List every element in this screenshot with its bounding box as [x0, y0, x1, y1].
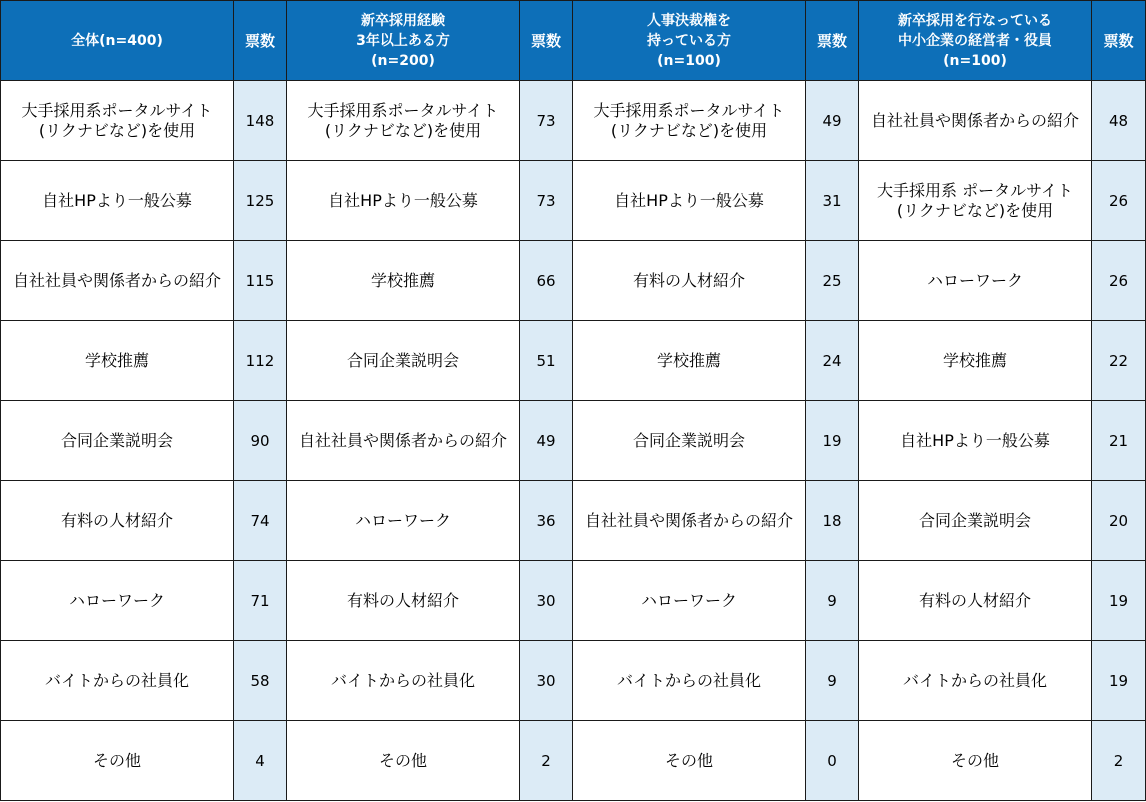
category-cell-line: ハローワーク — [354, 510, 451, 530]
category-cell-line: 大手採用系ポータルサイト — [21, 100, 213, 120]
category-cell — [1, 481, 234, 561]
count-cell: 26 — [1092, 161, 1146, 241]
category-cell-line: 学校推薦 — [942, 350, 1007, 370]
category-cell-line: 学校推薦 — [84, 350, 149, 370]
header-row — [1, 1, 1146, 81]
category-cell — [859, 321, 1092, 401]
group-header-4-line: 中小企業の経営者・役員 — [898, 32, 1052, 49]
group-header-3-line: (n=100) — [657, 52, 721, 69]
category-cell — [859, 641, 1092, 721]
count-cell: 31 — [806, 161, 859, 241]
table-row — [1, 241, 1146, 321]
category-cell — [859, 161, 1092, 241]
category-cell — [287, 81, 520, 161]
table-row — [1, 81, 1146, 161]
group-header-2-line: (n=200) — [371, 52, 435, 69]
count-cell: 24 — [806, 321, 859, 401]
group-header-2-line: 新卒採用経験 — [361, 12, 445, 29]
category-cell — [859, 401, 1092, 481]
count-cell: 71 — [234, 561, 287, 641]
group-header-4 — [859, 1, 1092, 81]
group-header-4-line: (n=100) — [943, 52, 1007, 69]
category-cell — [287, 241, 520, 321]
count-cell: 73 — [520, 161, 573, 241]
count-cell: 30 — [520, 561, 573, 641]
count-cell: 112 — [234, 321, 287, 401]
category-cell — [859, 81, 1092, 161]
category-cell — [573, 241, 806, 321]
count-cell: 36 — [520, 481, 573, 561]
category-cell-line: バイトからの社員化 — [616, 670, 761, 690]
group-header-3 — [573, 1, 806, 81]
category-cell-line: ハローワーク — [640, 590, 737, 610]
category-cell — [573, 81, 806, 161]
category-cell — [287, 161, 520, 241]
category-cell-line: (リクナビなど)を使用 — [38, 120, 196, 140]
count-cell: 21 — [1092, 401, 1146, 481]
category-cell-line: バイトからの社員化 — [44, 670, 189, 690]
category-cell-line: 合同企業説明会 — [60, 430, 173, 450]
count-cell: 4 — [234, 721, 287, 801]
count-cell: 0 — [806, 721, 859, 801]
category-cell-line: 合同企業説明会 — [918, 510, 1031, 530]
category-cell-line: (リクナビなど)を使用 — [610, 120, 768, 140]
count-cell: 25 — [806, 241, 859, 321]
count-cell: 19 — [806, 401, 859, 481]
table-body — [1, 81, 1146, 801]
count-cell: 90 — [234, 401, 287, 481]
category-cell — [859, 241, 1092, 321]
count-cell: 58 — [234, 641, 287, 721]
category-cell-line: ハローワーク — [926, 270, 1023, 290]
count-header-1: 票数 — [234, 1, 287, 81]
category-cell — [1, 401, 234, 481]
category-cell-line: その他 — [378, 750, 427, 770]
category-cell — [859, 561, 1092, 641]
category-cell-line: 自社社員や関係者からの紹介 — [298, 430, 507, 450]
category-cell-line: その他 — [664, 750, 713, 770]
category-cell-line: 自社社員や関係者からの紹介 — [12, 270, 221, 290]
count-header-3: 票数 — [806, 1, 859, 81]
category-cell-line: 自社HPより一般公募 — [900, 430, 1050, 450]
count-cell: 2 — [1092, 721, 1146, 801]
count-cell: 115 — [234, 241, 287, 321]
category-cell-line: 自社社員や関係者からの紹介 — [584, 510, 793, 530]
count-cell: 74 — [234, 481, 287, 561]
count-cell: 26 — [1092, 241, 1146, 321]
category-cell-line: 大手採用系ポータルサイト — [593, 100, 785, 120]
table-row — [1, 641, 1146, 721]
count-cell: 19 — [1092, 641, 1146, 721]
count-cell: 51 — [520, 321, 573, 401]
category-cell-line: 有料の人材紹介 — [918, 590, 1031, 610]
category-cell — [1, 81, 234, 161]
count-cell: 49 — [806, 81, 859, 161]
category-cell — [573, 401, 806, 481]
table-row — [1, 321, 1146, 401]
category-cell — [1, 161, 234, 241]
table-row — [1, 561, 1146, 641]
table-row — [1, 721, 1146, 801]
category-cell-line: (リクナビなど)を使用 — [324, 120, 482, 140]
category-cell — [287, 401, 520, 481]
category-cell-line: バイトからの社員化 — [330, 670, 475, 690]
category-cell-line: ハローワーク — [68, 590, 165, 610]
category-cell — [573, 321, 806, 401]
category-cell-line: 有料の人材紹介 — [346, 590, 459, 610]
category-cell-line: その他 — [950, 750, 999, 770]
count-cell: 48 — [1092, 81, 1146, 161]
count-cell: 148 — [234, 81, 287, 161]
group-header-4-line: 新卒採用を行なっている — [898, 12, 1052, 29]
count-cell: 18 — [806, 481, 859, 561]
category-cell-line: 合同企業説明会 — [346, 350, 459, 370]
category-cell — [573, 721, 806, 801]
category-cell-line: 大手採用系 ポータルサイト — [877, 180, 1073, 200]
count-cell: 73 — [520, 81, 573, 161]
table-row — [1, 481, 1146, 561]
category-cell-line: 学校推薦 — [370, 270, 435, 290]
category-cell-line: 大手採用系ポータルサイト — [307, 100, 499, 120]
table-row — [1, 401, 1146, 481]
category-cell — [287, 481, 520, 561]
category-cell-line: 自社社員や関係者からの紹介 — [870, 110, 1079, 130]
group-header-1-line: 全体(n=400) — [71, 32, 163, 49]
count-header-2: 票数 — [520, 1, 573, 81]
category-cell-line: 合同企業説明会 — [632, 430, 745, 450]
group-header-3-line: 持っている方 — [647, 32, 731, 49]
group-header-2-line: 3年以上ある方 — [356, 32, 450, 49]
count-cell: 30 — [520, 641, 573, 721]
category-cell — [1, 721, 234, 801]
category-cell — [287, 321, 520, 401]
category-cell — [287, 721, 520, 801]
group-header-3-line: 人事決裁権を — [647, 12, 731, 29]
category-cell — [1, 641, 234, 721]
count-cell: 66 — [520, 241, 573, 321]
category-cell — [573, 161, 806, 241]
category-cell — [1, 321, 234, 401]
category-cell-line: 学校推薦 — [656, 350, 721, 370]
category-cell-line: 有料の人材紹介 — [60, 510, 173, 530]
category-cell-line: その他 — [92, 750, 141, 770]
category-cell-line: バイトからの社員化 — [902, 670, 1047, 690]
count-cell: 9 — [806, 561, 859, 641]
category-cell — [573, 561, 806, 641]
category-cell — [287, 641, 520, 721]
count-cell: 125 — [234, 161, 287, 241]
category-cell — [859, 721, 1092, 801]
category-cell-line: 自社HPより一般公募 — [614, 190, 764, 210]
category-cell — [573, 481, 806, 561]
category-cell-line: 自社HPより一般公募 — [42, 190, 192, 210]
count-cell: 2 — [520, 721, 573, 801]
category-cell-line: (リクナビなど)を使用 — [896, 200, 1054, 220]
count-cell: 22 — [1092, 321, 1146, 401]
count-cell: 20 — [1092, 481, 1146, 561]
category-cell — [573, 641, 806, 721]
category-cell-line: 有料の人材紹介 — [632, 270, 745, 290]
category-cell — [1, 561, 234, 641]
group-header-2 — [287, 1, 520, 81]
category-cell — [859, 481, 1092, 561]
category-cell — [1, 241, 234, 321]
count-cell: 19 — [1092, 561, 1146, 641]
table-row — [1, 161, 1146, 241]
count-cell: 49 — [520, 401, 573, 481]
category-cell — [287, 561, 520, 641]
group-header-1 — [1, 1, 234, 81]
count-cell: 9 — [806, 641, 859, 721]
category-cell-line: 自社HPより一般公募 — [328, 190, 478, 210]
count-header-4: 票数 — [1092, 1, 1146, 81]
